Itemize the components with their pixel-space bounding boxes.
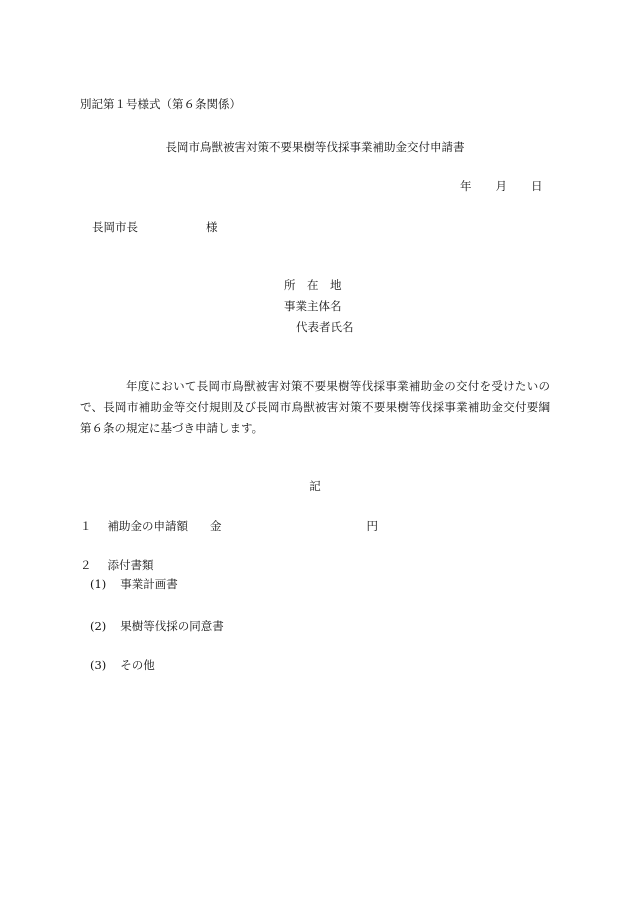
- attachment-item: [90, 618, 224, 634]
- representative-label: 代表者氏名: [296, 320, 354, 334]
- date-month-label: 月: [495, 179, 507, 193]
- item-attachments: [80, 557, 154, 573]
- attachment-label: 果樹等伐採の同意書: [120, 619, 224, 633]
- date-day-label: 日: [531, 179, 543, 193]
- item2-number: ２: [80, 558, 92, 572]
- attachment-item: [90, 576, 178, 592]
- attachment-label: 事業計画書: [120, 577, 178, 591]
- attachment-number: (2): [90, 619, 107, 633]
- addressee-name: 長岡市長: [92, 220, 138, 234]
- amount-prefix: 金: [210, 519, 222, 533]
- document-title: 長岡市鳥獣被害対策不要果樹等伐採事業補助金交付申請書: [165, 140, 465, 154]
- item1-label: 補助金の申請額: [107, 519, 188, 533]
- amount-suffix: 円: [366, 519, 378, 533]
- ki-heading: 記: [309, 479, 321, 493]
- form-reference: 別記第１号様式（第６条関係）: [80, 97, 241, 111]
- attachment-number: (1): [90, 577, 107, 591]
- item1-number: １: [80, 519, 92, 533]
- application-body-text: 年度において長岡市鳥獣被害対策不要果樹等伐採事業補助金の交付を受けたいので、長岡市補助金等交付規則及び長岡市鳥獣被害対策不要果樹等伐採事業補助金交付要綱第６条の規定に基づき申請します。: [80, 379, 550, 435]
- attachment-item: [90, 657, 155, 673]
- attachment-label: その他: [120, 658, 155, 672]
- location-label: 所 在 地: [284, 278, 342, 292]
- addressee-line: [92, 219, 218, 235]
- attachment-number: (3): [90, 658, 107, 672]
- date-line: [460, 178, 543, 194]
- business-name-label: 事業主体名: [284, 299, 342, 313]
- date-year-label: 年: [460, 179, 472, 193]
- item-requested-amount: [80, 518, 378, 534]
- addressee-honorific: 様: [206, 220, 218, 234]
- item2-label: 添付書類: [107, 558, 154, 572]
